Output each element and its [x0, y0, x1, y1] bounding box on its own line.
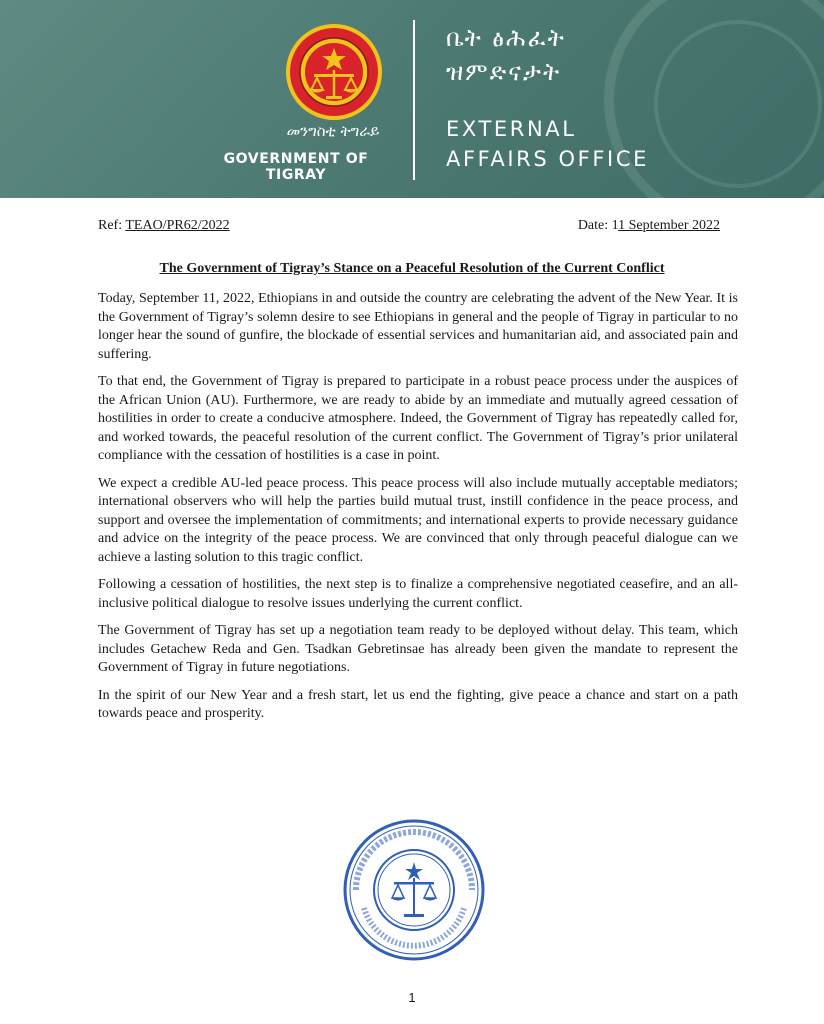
paragraph: Following a cessation of hostilities, the next step is to finalize a comprehensive negotiated ceasefire, and an all-inclusive political dialogue to resolve issues underlying the current conflict. [98, 577, 738, 611]
ref-label: Ref: [98, 218, 126, 233]
government-name-tigrinya: መንግስቲ ትግራይ [286, 122, 380, 140]
paragraph: To that end, the Government of Tigray is prepared to participate in a robust peace process under the auspices of the African Union (AU). Furthermore, we are ready to abide by an immediate and mutually agreed cessation of hostilities in order to create a conducive atmosphere. Indeed, the Government of Tigray has repeatedly called for, and worked towards, the peaceful resolution of the current conflict. The Government of Tigray’s prior unilateral compliance with the cessation of hostilities is a case in point. [98, 374, 738, 463]
office-name-amharic-line2: ዝምድናታት [446, 58, 562, 86]
document-title: The Government of Tigray’s Stance on a Peaceful Resolution of the Current Conflict [159, 261, 665, 276]
reference-number [98, 218, 230, 234]
page-number: 1 [408, 990, 416, 1005]
date-label: Date: 1 [577, 218, 619, 233]
letterhead-banner [0, 0, 824, 198]
document-body [98, 290, 738, 733]
official-seal-icon [342, 818, 486, 962]
document-date [578, 218, 720, 234]
paragraph: We expect a credible AU-led peace process. This peace process will also include mutually acceptable mediators; international observers who will help the parties build mutual trust, instill confidence in the peace process, and support and oversee the implementation of commitments; and international experts to provide necessary guidance and advice on the integrity of the peace process. We are convinced that only through peaceful dialogue can we achieve a lasting solution to this tragic conflict. [98, 475, 738, 565]
office-name-amharic-line1: ቤት ፅሕፈት [446, 24, 566, 52]
paragraph: The Government of Tigray has set up a negotiation team ready to be deployed without delay. This team, which includes Getachew Reda and Gen. Tsadkan Gebretinsae has already been given the mandate to represent the Government of Tigray in future negotiations. [98, 623, 738, 675]
office-name-english-line1: EXTERNAL [446, 117, 577, 141]
paragraph: In the spirit of our New Year and a fresh start, let us end the fighting, give peace a chance and start on a path towards peace and prosperity. [98, 687, 738, 721]
government-name-english: GOVERNMENT OF TIGRAY [223, 151, 369, 183]
paragraph: Today, September 11, 2022, Ethiopians in and outside the country are celebrating the advent of the New Year. It is the Government of Tigray’s solemn desire to see Ethiopians in general and the people of Tigray in particular to no longer hear the sound of gunfire, the blockade of essential services and humanitarian aid, and associated pain and suffering. [98, 291, 738, 362]
tigray-emblem-icon [284, 22, 384, 122]
ref-value: TEAO/PR62/2022 [125, 218, 230, 233]
office-name-english-line2: AFFAIRS OFFICE [446, 147, 649, 171]
date-value: 1 September 2022 [618, 218, 720, 233]
header-divider [413, 20, 415, 180]
